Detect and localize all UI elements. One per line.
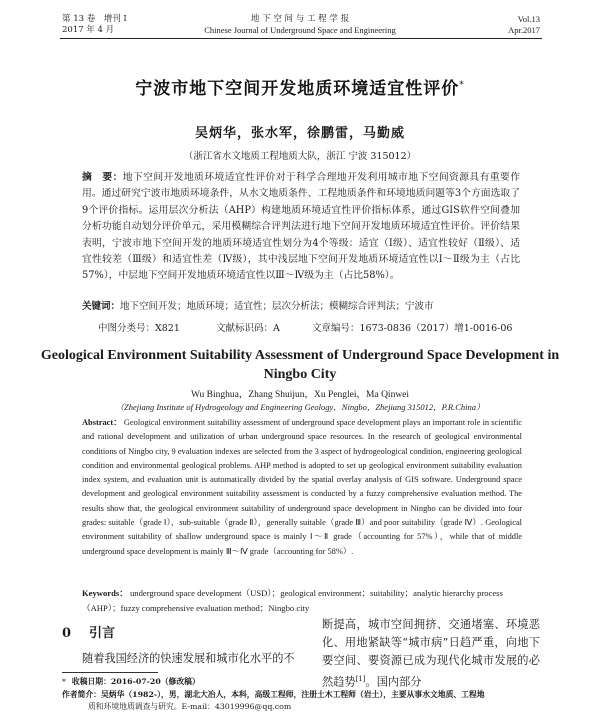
- header-journal-cn: 地 下 空 间 与 工 程 学 报: [250, 14, 350, 24]
- abstract-en-label: Abstract：: [82, 418, 122, 427]
- header-volume: 第 13 卷 增刊 I: [62, 14, 127, 24]
- keywords-en-label: Keywords：: [82, 588, 128, 598]
- body-text-left: 随着我国经济的快速发展和城市化水平的不: [82, 652, 295, 665]
- citation: [1]: [355, 675, 366, 683]
- section-title: 引言: [89, 626, 116, 641]
- footnote: [62, 676, 542, 714]
- footnote-mark: *: [62, 677, 66, 686]
- article-number: 文章编号：1673-0836（2017）增1-0016-06: [312, 323, 513, 334]
- received-date: * 收稿日期：2016-07-20（修改稿）: [62, 677, 200, 686]
- affiliation-cn: （浙江省水文地质工程地质大队，浙江 宁波 315012）: [183, 151, 417, 162]
- header-date: 2017 年 4 月: [62, 25, 115, 35]
- paper-title-cn: 宁波市地下空间开发地质环境适宜性评价*: [135, 79, 465, 99]
- author-bio-cont: 质和环境地质调查与研究。E-mail：43019996@qq.com: [88, 702, 292, 711]
- abstract-cn: 摘 要：地下空间开发地质环境适宜性评价对于科学合理地开发利用城市地下空间资源具有重要作用。通过研究宁波市地质环境条件，从水文地质条件、工程地质条件和环境地质问题等3个方面选取了9个评价指标。运用层次分析法（AHP）构建地质环境适宜性评价指标体系，通过GIS软件空间叠加分析功能自动划分评价单元，采用模糊综合评判法进行地下空间开发地质环境适宜性评价。评价结果表明，宁波市地下空间开发的地质环境适宜性划分为4个等级：适宜（Ⅰ级）、适宜性较好（Ⅱ级）、适宜性较差（Ⅲ级）和适宜性差（Ⅳ级），其中浅层地下空间开发地质环境适宜性以Ⅰ～Ⅱ级为主（占比57%），中层地下空间开发地质环境适宜性以Ⅲ～Ⅳ级为主（占比58%）。: [82, 172, 520, 282]
- paper-title-en: Geological Environment Suitability Assessment of Underground Space Development in Ningbo City: [40, 348, 560, 382]
- header-journal-en: Chinese Journal of Underground Space and Engineering: [204, 25, 396, 35]
- title-footnote-mark: *: [459, 80, 465, 91]
- abstract-cn-label: 摘 要：: [82, 172, 123, 183]
- authors-cn: 吴炳华，张水军，徐鹏雷，马勤威: [194, 126, 405, 141]
- footnote-rule: [62, 672, 158, 673]
- affiliation-en: （Zhejiang Institute of Hydrogeology and Engineering Geology，Ningbo，Zhejiang 315012，P.R.China）: [115, 402, 485, 412]
- keywords-en: Keywords： underground space development（USD）；geological environment；suitability；analytic hierarchy process（AHP）；fuzzy comprehensive evaluation method；Ningbo city: [82, 588, 503, 613]
- author-bio: 作者简介：吴炳华（1982-），男，湖北大冶人，本科，高级工程师，注册土木工程师（岩土），主要从事水文地质、工程地: [62, 689, 485, 699]
- section-heading: [62, 622, 115, 641]
- header-rule: [60, 38, 542, 39]
- clc-number: 中图分类号：X821: [98, 323, 180, 334]
- abstract-en: Abstract： Geological environment suitability assessment of underground space development plays an important role in scientific and rational development and utilization of urban underground space resources. In the research of geological environmental conditions of Ningbo city, 9 evaluation indexes are selected from the 3 aspect of hydrogeological condition, engineering geological condition and environmental geological problems. AHP method is adopted to set up geological environment suitability evaluation index system, and evaluation unit is automatically divided by the spatial overlay analysis of GIS software. Underground space development and geological environment suitability assessment is conducted by a fuzzy comprehensive evaluation method. The results show that, the geological environment suitability of underground space development in Ningbo can be divided into four grades: suitable（grade Ⅰ），sub-suitable（grade Ⅱ），generally suitable（grade Ⅲ）and poor suitability（grade Ⅳ）. Geological environment suitability of shallow underground space is mainly Ⅰ～Ⅱ grade（accounting for 57%），while that of middle underground space development is mainly Ⅲ～Ⅳ grade（accounting for 58%）.: [82, 418, 522, 556]
- body-text-right: 断提高，城市空间拥挤、交通堵塞、环境恶化、用地紧缺等“城市病”日趋严重，向地下要空间、要资源已成为现代化城市发展的必然趋势[1]。国内部分: [322, 618, 540, 689]
- authors-en: Wu Binghua，Zhang Shuijun，Xu Penglei，Ma Qinwei: [190, 390, 410, 400]
- document-code: 文献标识码：A: [216, 323, 280, 334]
- header-vol-en: Vol.13: [517, 14, 540, 24]
- section-number: 0: [62, 626, 72, 641]
- keywords-cn-label: 关键词：: [82, 301, 121, 312]
- header-date-en: Apr.2017: [508, 25, 540, 35]
- keywords-cn: 关键词：地下空间开发；地质环境；适宜性；层次分析法；模糊综合评判法；宁波市: [82, 301, 434, 312]
